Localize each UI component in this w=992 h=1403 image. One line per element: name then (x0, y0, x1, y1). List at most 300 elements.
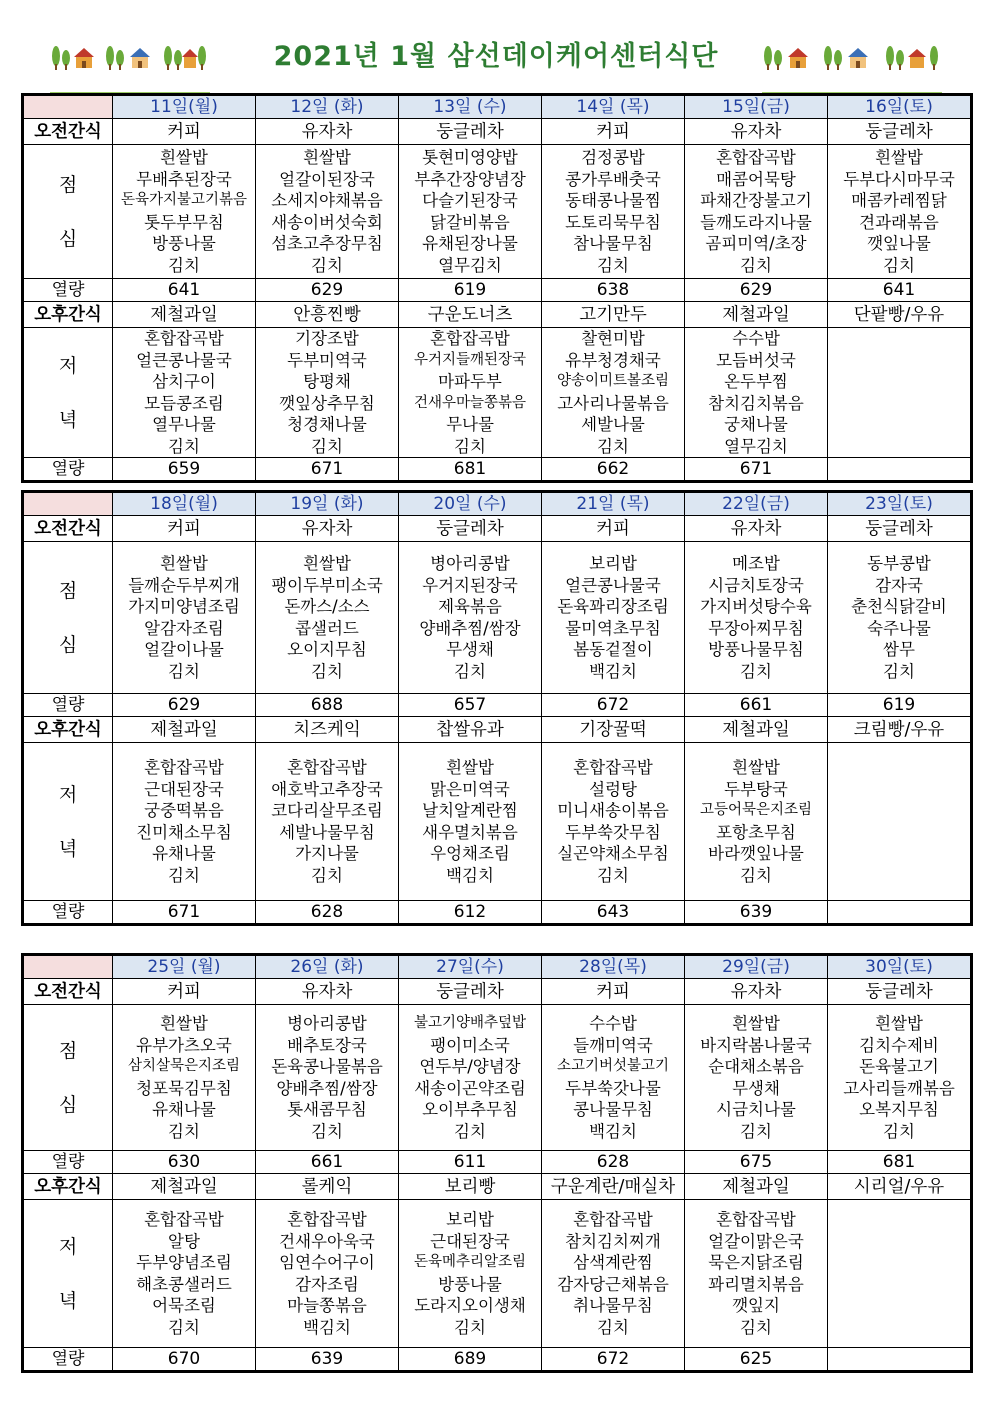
menu-item: 포항초무침 (716, 822, 796, 842)
kcal-label: 열량 (24, 458, 113, 481)
pm-snack-cell: 구운계란/매실차 (542, 1174, 685, 1200)
menu-item: 김치 (454, 661, 486, 681)
pm-snack-cell: 기장꿀떡 (542, 717, 685, 743)
menu-item: 얼큰콩나물국 (136, 350, 232, 370)
pm-snack-cell: 시리얼/우유 (828, 1174, 971, 1200)
menu-item: 소세지야채볶음 (271, 191, 383, 210)
lunch-label-char: 심 (58, 1093, 78, 1116)
kcal-value: 689 (399, 1348, 542, 1371)
menu-item: 참치김치볶음 (708, 393, 804, 413)
menu-item: 건새우아욱국 (279, 1231, 375, 1251)
menu-item: 양배추찜/쌈장 (419, 618, 521, 638)
day-header: 27일(수) (399, 956, 542, 979)
menu-item: 김치 (740, 661, 772, 681)
menu-item: 우엉채조림 (430, 844, 510, 863)
kcal-value (828, 458, 971, 481)
kcal-value: 643 (542, 901, 685, 924)
menu-item: 모듬버섯국 (716, 350, 796, 370)
menu-item: 김치 (311, 436, 343, 456)
menu-item: 보리밥 (589, 554, 637, 573)
pm-snack-cell: 찹쌀유과 (399, 717, 542, 743)
lunch-kcal-row (24, 279, 971, 302)
menu-item: 검정콩밥 (581, 148, 645, 167)
am-snack-cell: 유자차 (685, 119, 828, 145)
pm-snack-cell: 치즈케익 (256, 717, 399, 743)
menu-item: 해초콩샐러드 (136, 1274, 232, 1294)
pm-snack-cell: 제철과일 (685, 717, 828, 743)
menu-item: 순대채소볶음 (708, 1057, 804, 1076)
am-snack-cell: 둥글레차 (828, 516, 971, 542)
menu-item: 혼합잡곡밥 (573, 758, 653, 777)
menu-item: 김치 (311, 255, 343, 275)
pm-snack-cell: 단팥빵/우유 (828, 302, 971, 328)
kcal-value: 628 (542, 1151, 685, 1174)
menu-item: 도토리묵무침 (565, 212, 661, 232)
pm-snack-cell: 고기만두 (542, 302, 685, 328)
dinner-menu-cell (256, 1200, 399, 1348)
menu-item: 오이부추무침 (422, 1100, 518, 1119)
menu-item: 김치 (740, 865, 772, 885)
dinner-label (24, 328, 113, 458)
pm-snack-label: 오후간식 (24, 302, 113, 328)
menu-item: 참치김치찌개 (565, 1231, 661, 1251)
kcal-value: 662 (542, 458, 685, 481)
menu-item: 꽈리멸치볶음 (708, 1274, 804, 1294)
menu-item: 두부양념조림 (136, 1253, 232, 1272)
menu-item: 메조밥 (732, 554, 780, 573)
kcal-value: 639 (685, 901, 828, 924)
kcal-value: 681 (399, 458, 542, 481)
lunch-menu-cell (828, 1005, 971, 1151)
menu-item: 김치 (168, 255, 200, 275)
menu-item: 혼합잡곡밥 (430, 329, 510, 348)
menu-item: 제육볶음 (438, 597, 502, 616)
week-table-3 (21, 953, 973, 1373)
menu-item: 도라지오이생채 (414, 1296, 526, 1315)
week-table-1 (21, 93, 973, 483)
am-snack-cell: 유자차 (256, 979, 399, 1005)
menu-item: 닭갈비볶음 (430, 212, 510, 232)
pm-snack-cell: 안흥찐빵 (256, 302, 399, 328)
menu-item: 수수밥 (732, 329, 780, 348)
day-header: 30일(토) (828, 956, 971, 979)
menu-item: 온두부찜 (724, 372, 788, 391)
menu-item: 오이지무침 (287, 640, 367, 659)
menu-item: 병아리콩밥 (287, 1014, 367, 1033)
pm-snack-cell: 제철과일 (685, 1174, 828, 1200)
menu-item: 방풍나물 (152, 234, 216, 253)
kcal-value: 659 (113, 458, 256, 481)
am-snack-cell: 둥글레차 (399, 979, 542, 1005)
lunch-menu-cell (828, 145, 971, 279)
lunch-menu-cell (542, 145, 685, 279)
lunch-label-char: 심 (58, 633, 78, 656)
menu-item: 날치알계란찜 (422, 801, 518, 820)
day-header: 11일(월) (113, 96, 256, 119)
menu-item: 우거지들깨된장국 (413, 351, 527, 368)
day-header: 25일 (월) (113, 956, 256, 979)
menu-item: 백김치 (303, 1317, 351, 1337)
menu-item: 고등어묵은지조림 (699, 802, 813, 818)
lunch-menu-cell (113, 542, 256, 694)
day-header: 26일 (화) (256, 956, 399, 979)
menu-item: 백김치 (589, 1121, 637, 1141)
menu-item: 궁채나물 (724, 415, 788, 434)
am-snack-cell: 커피 (113, 119, 256, 145)
lunch-menu-cell (399, 1005, 542, 1151)
lunch-label-char: 점 (58, 173, 78, 196)
menu-item: 콥샐러드 (295, 618, 359, 638)
menu-item: 콩가루배춧국 (565, 169, 661, 189)
day-header: 22일(금) (685, 493, 828, 516)
pm-snack-row (24, 1174, 971, 1200)
lunch-label-char: 점 (58, 579, 78, 602)
dinner-menu-cell (113, 743, 256, 901)
menu-item: 참나물무침 (573, 234, 653, 253)
kcal-value: 619 (399, 279, 542, 302)
menu-item: 유채나물 (152, 844, 216, 863)
menu-item: 부추간장양념장 (414, 169, 526, 189)
kcal-value: 629 (256, 279, 399, 302)
menu-item: 불고기양배추덮밥 (413, 1015, 527, 1031)
menu-item: 코다리살무조림 (271, 801, 383, 820)
menu-item: 김치 (311, 865, 343, 885)
pm-snack-cell: 제철과일 (113, 302, 256, 328)
menu-item: 깻잎지 (732, 1296, 780, 1315)
kcal-value: 641 (113, 279, 256, 302)
menu-item: 돈육불고기 (859, 1057, 939, 1076)
kcal-value: 612 (399, 901, 542, 924)
am-snack-cell: 둥글레차 (828, 119, 971, 145)
dinner-row (24, 1200, 971, 1348)
day-header: 16일(토) (828, 96, 971, 119)
menu-item: 혼합잡곡밥 (573, 1210, 653, 1229)
menu-item: 돈육메추리알조림 (413, 1254, 527, 1270)
menu-item: 알탕 (168, 1231, 200, 1251)
am-snack-cell: 유자차 (685, 979, 828, 1005)
menu-item: 김치 (597, 1317, 629, 1337)
menu-item: 병아리콩밥 (430, 554, 510, 573)
day-header: 28일(목) (542, 956, 685, 979)
menu-item: 흰쌀밥 (160, 1014, 208, 1033)
day-header: 18일(월) (113, 493, 256, 516)
pm-snack-cell: 보리빵 (399, 1174, 542, 1200)
menu-item: 궁중떡볶음 (144, 801, 224, 820)
kcal-value: 638 (542, 279, 685, 302)
menu-item: 새송이버섯숙회 (271, 212, 383, 232)
menu-item: 무배추된장국 (136, 169, 232, 189)
menu-item: 흰쌀밥 (160, 554, 208, 573)
am-snack-row (24, 979, 971, 1005)
pm-snack-cell: 구운도너츠 (399, 302, 542, 328)
kcal-label: 열량 (24, 694, 113, 717)
day-header-row (24, 956, 971, 979)
menu-item: 두부쑥갓나물 (565, 1078, 661, 1098)
menu-item: 미니새송이볶음 (557, 801, 669, 820)
menu-item: 김치 (597, 436, 629, 456)
lunch-row (24, 1005, 971, 1151)
kcal-label: 열량 (24, 1151, 113, 1174)
dinner-menu-cell (113, 1200, 256, 1348)
kcal-value: 629 (113, 694, 256, 717)
day-header: 15일(금) (685, 96, 828, 119)
day-header: 19일 (화) (256, 493, 399, 516)
menu-item: 감자국 (875, 575, 923, 595)
menu-item: 무나물 (446, 415, 494, 434)
menu-item: 혼합잡곡밥 (144, 1210, 224, 1229)
menu-item: 두부쑥갓무침 (565, 822, 661, 842)
menu-item: 혼합잡곡밥 (287, 758, 367, 777)
pm-snack-cell: 크림빵/우유 (828, 717, 971, 743)
menu-item: 곰피미역/초장 (705, 234, 807, 253)
menu-item: 시금치토장국 (708, 575, 804, 595)
day-header: 13일 (수) (399, 96, 542, 119)
menu-item: 세발나물무침 (279, 822, 375, 842)
menu-item: 근대된장국 (430, 1231, 510, 1251)
menu-item: 두부미역국 (287, 350, 367, 370)
am-snack-label: 오전간식 (24, 979, 113, 1005)
dinner-menu-cell (828, 328, 971, 458)
menu-item: 김치 (168, 1317, 200, 1337)
lunch-menu-cell (256, 145, 399, 279)
dinner-menu-cell (828, 743, 971, 901)
kcal-value: 657 (399, 694, 542, 717)
pm-snack-label: 오후간식 (24, 717, 113, 743)
am-snack-label: 오전간식 (24, 119, 113, 145)
menu-item: 혼합잡곡밥 (287, 1210, 367, 1229)
menu-item: 연두부/양념장 (419, 1057, 521, 1076)
dinner-label-char: 저 (58, 783, 78, 806)
menu-item: 매콤어묵탕 (716, 169, 796, 189)
menu-item: 흰쌀밥 (303, 554, 351, 573)
menu-item: 어묵조림 (152, 1296, 216, 1315)
menu-item: 흰쌀밥 (875, 1014, 923, 1033)
dinner-label-char: 녁 (58, 408, 78, 431)
lunch-menu-cell (256, 542, 399, 694)
kcal-value: 619 (828, 694, 971, 717)
kcal-value: 681 (828, 1151, 971, 1174)
lunch-label-char: 심 (58, 227, 78, 250)
header-corner (24, 493, 113, 516)
menu-item: 무장아찌무침 (708, 618, 804, 638)
menu-item: 김치 (597, 865, 629, 885)
kcal-label: 열량 (24, 1348, 113, 1371)
lunch-label-char: 점 (58, 1039, 78, 1062)
menu-item: 김치 (454, 436, 486, 456)
menu-item: 양송이미트볼조림 (556, 373, 670, 389)
dinner-label-char: 저 (58, 354, 78, 377)
menu-item: 기장조밥 (295, 329, 359, 348)
lunch-label (24, 542, 113, 694)
menu-item: 두부다시마무국 (843, 169, 955, 189)
kcal-value: 641 (828, 279, 971, 302)
am-snack-cell: 유자차 (685, 516, 828, 542)
dinner-menu-cell (256, 743, 399, 901)
menu-item: 물미역초무침 (565, 618, 661, 638)
pm-snack-cell: 제철과일 (113, 1174, 256, 1200)
pm-snack-cell: 제철과일 (685, 302, 828, 328)
day-header: 20일 (수) (399, 493, 542, 516)
menu-item: 청경채나물 (287, 415, 367, 434)
menu-item: 두부탕국 (724, 779, 788, 799)
menu-item: 김치 (168, 661, 200, 681)
am-snack-row (24, 119, 971, 145)
dinner-menu-cell (542, 1200, 685, 1348)
pm-snack-row (24, 302, 971, 328)
menu-item: 열무김치 (438, 255, 502, 275)
lunch-menu-cell (685, 1005, 828, 1151)
menu-item: 바라깻잎나물 (708, 844, 804, 863)
menu-item: 얼큰콩나물국 (565, 575, 661, 595)
menu-item: 깻잎나물 (867, 234, 931, 253)
header-corner (24, 956, 113, 979)
menu-item: 근대된장국 (144, 779, 224, 799)
menu-item: 고사리들깨볶음 (843, 1078, 955, 1098)
lunch-menu-cell (399, 542, 542, 694)
am-snack-cell: 커피 (542, 979, 685, 1005)
menu-item: 김치 (168, 1121, 200, 1141)
menu-item: 들깨순두부찌개 (128, 575, 240, 595)
kcal-value: 675 (685, 1151, 828, 1174)
kcal-value: 671 (685, 458, 828, 481)
menu-item: 다슬기된장국 (422, 191, 518, 210)
menu-item: 김치 (883, 1121, 915, 1141)
menu-item: 유채나물 (152, 1100, 216, 1119)
menu-item: 찰현미밥 (581, 329, 645, 348)
am-snack-cell: 커피 (113, 516, 256, 542)
lunch-menu-cell (542, 1005, 685, 1151)
am-snack-cell: 유자차 (256, 516, 399, 542)
kcal-label: 열량 (24, 901, 113, 924)
lunch-menu-cell (256, 1005, 399, 1151)
kcal-value: 671 (256, 458, 399, 481)
menu-item: 팽이두부미소국 (271, 575, 383, 595)
menu-item: 삼치살묵은지조림 (127, 1058, 241, 1074)
menu-item: 김치 (597, 255, 629, 275)
menu-item: 김치 (311, 1121, 343, 1141)
menu-item: 춘천식닭갈비 (851, 597, 947, 616)
day-header: 14일 (목) (542, 96, 685, 119)
menu-item: 김치 (740, 255, 772, 275)
menu-item: 김치 (168, 436, 200, 456)
menu-item: 맑은미역국 (430, 779, 510, 799)
menu-item: 콩나물무침 (573, 1100, 653, 1119)
menu-item: 얼갈이된장국 (279, 169, 375, 189)
menu-item: 깻잎상추무침 (279, 393, 375, 413)
kcal-value: 688 (256, 694, 399, 717)
am-snack-cell: 커피 (542, 119, 685, 145)
menu-item: 흰쌀밥 (875, 148, 923, 167)
menu-item: 매콤카레찜닭 (851, 191, 947, 210)
menu-item: 모듬콩조림 (144, 393, 224, 413)
menu-item: 얼갈이나물 (144, 640, 224, 659)
dinner-menu-cell (399, 328, 542, 458)
dinner-kcal-row (24, 458, 971, 481)
am-snack-row (24, 516, 971, 542)
dinner-kcal-row (24, 901, 971, 924)
menu-item: 돈육콩나물볶음 (271, 1057, 383, 1076)
menu-item: 마늘쫑볶음 (287, 1296, 367, 1315)
menu-item: 새송이곤약조림 (414, 1078, 526, 1098)
dinner-menu-cell (828, 1200, 971, 1348)
menu-item: 알감자조림 (144, 618, 224, 638)
menu-item: 유채된장나물 (422, 234, 518, 253)
menu-item: 김치 (883, 255, 915, 275)
kcal-value: 628 (256, 901, 399, 924)
menu-item: 가지나물 (295, 844, 359, 863)
menu-item: 무생채 (446, 640, 494, 659)
menu-item: 혼합잡곡밥 (144, 329, 224, 348)
dinner-menu-cell (399, 1200, 542, 1348)
pm-snack-row (24, 717, 971, 743)
menu-item: 보리밥 (446, 1210, 494, 1229)
dinner-menu-cell (113, 328, 256, 458)
kcal-value: 672 (542, 694, 685, 717)
menu-item: 동태콩나물찜 (565, 191, 661, 210)
kcal-value: 629 (685, 279, 828, 302)
menu-item: 톳새콤무침 (287, 1100, 367, 1119)
week-table-2 (21, 490, 973, 926)
kcal-value: 670 (113, 1348, 256, 1371)
lunch-row (24, 542, 971, 694)
lunch-menu-cell (828, 542, 971, 694)
menu-item: 톳현미영양밥 (422, 148, 518, 167)
menu-item: 방풍나물무침 (708, 640, 804, 659)
am-snack-cell: 둥글레차 (399, 516, 542, 542)
menu-item: 얼갈이맑은국 (708, 1231, 804, 1251)
am-snack-cell: 커피 (113, 979, 256, 1005)
menu-item: 무생채 (732, 1078, 780, 1098)
dinner-menu-cell (685, 1200, 828, 1348)
lunch-menu-cell (685, 145, 828, 279)
lunch-label (24, 145, 113, 279)
menu-item: 백김치 (589, 661, 637, 681)
dinner-row (24, 743, 971, 901)
menu-item: 들깨도라지나물 (700, 212, 812, 232)
lunch-menu-cell (399, 145, 542, 279)
menu-item: 쌈무 (883, 640, 915, 659)
menu-item: 임연수어구이 (279, 1253, 375, 1272)
menu-item: 고사리나물볶음 (557, 393, 669, 413)
kcal-value (828, 901, 971, 924)
menu-item: 세발나물 (581, 415, 645, 434)
kcal-value: 671 (113, 901, 256, 924)
menu-item: 견과래볶음 (859, 212, 939, 232)
kcal-value: 661 (256, 1151, 399, 1174)
pm-snack-label: 오후간식 (24, 1174, 113, 1200)
dinner-label-char: 녁 (58, 837, 78, 860)
lunch-label (24, 1005, 113, 1151)
menu-item: 흰쌀밥 (303, 148, 351, 167)
menu-item: 혼합잡곡밥 (716, 148, 796, 167)
menu-item: 백김치 (446, 865, 494, 885)
day-header: 12일 (화) (256, 96, 399, 119)
dinner-row (24, 328, 971, 458)
menu-item: 새우멸치볶음 (422, 822, 518, 842)
menu-item: 김치 (311, 661, 343, 681)
menu-item: 마파두부 (438, 372, 502, 391)
page-title: 2021년 1월 삼선데이케어센터식단 (273, 41, 719, 72)
menu-item: 가지미양념조림 (128, 597, 240, 616)
menu-item: 흰쌀밥 (732, 1014, 780, 1033)
menu-item: 설렁탕 (589, 779, 637, 799)
menu-item: 열무김치 (724, 436, 788, 456)
kcal-value: 625 (685, 1348, 828, 1371)
menu-item: 김치수제비 (859, 1035, 939, 1055)
menu-item: 감자당근채볶음 (557, 1274, 669, 1294)
pm-snack-cell: 제철과일 (113, 717, 256, 743)
kcal-value: 661 (685, 694, 828, 717)
